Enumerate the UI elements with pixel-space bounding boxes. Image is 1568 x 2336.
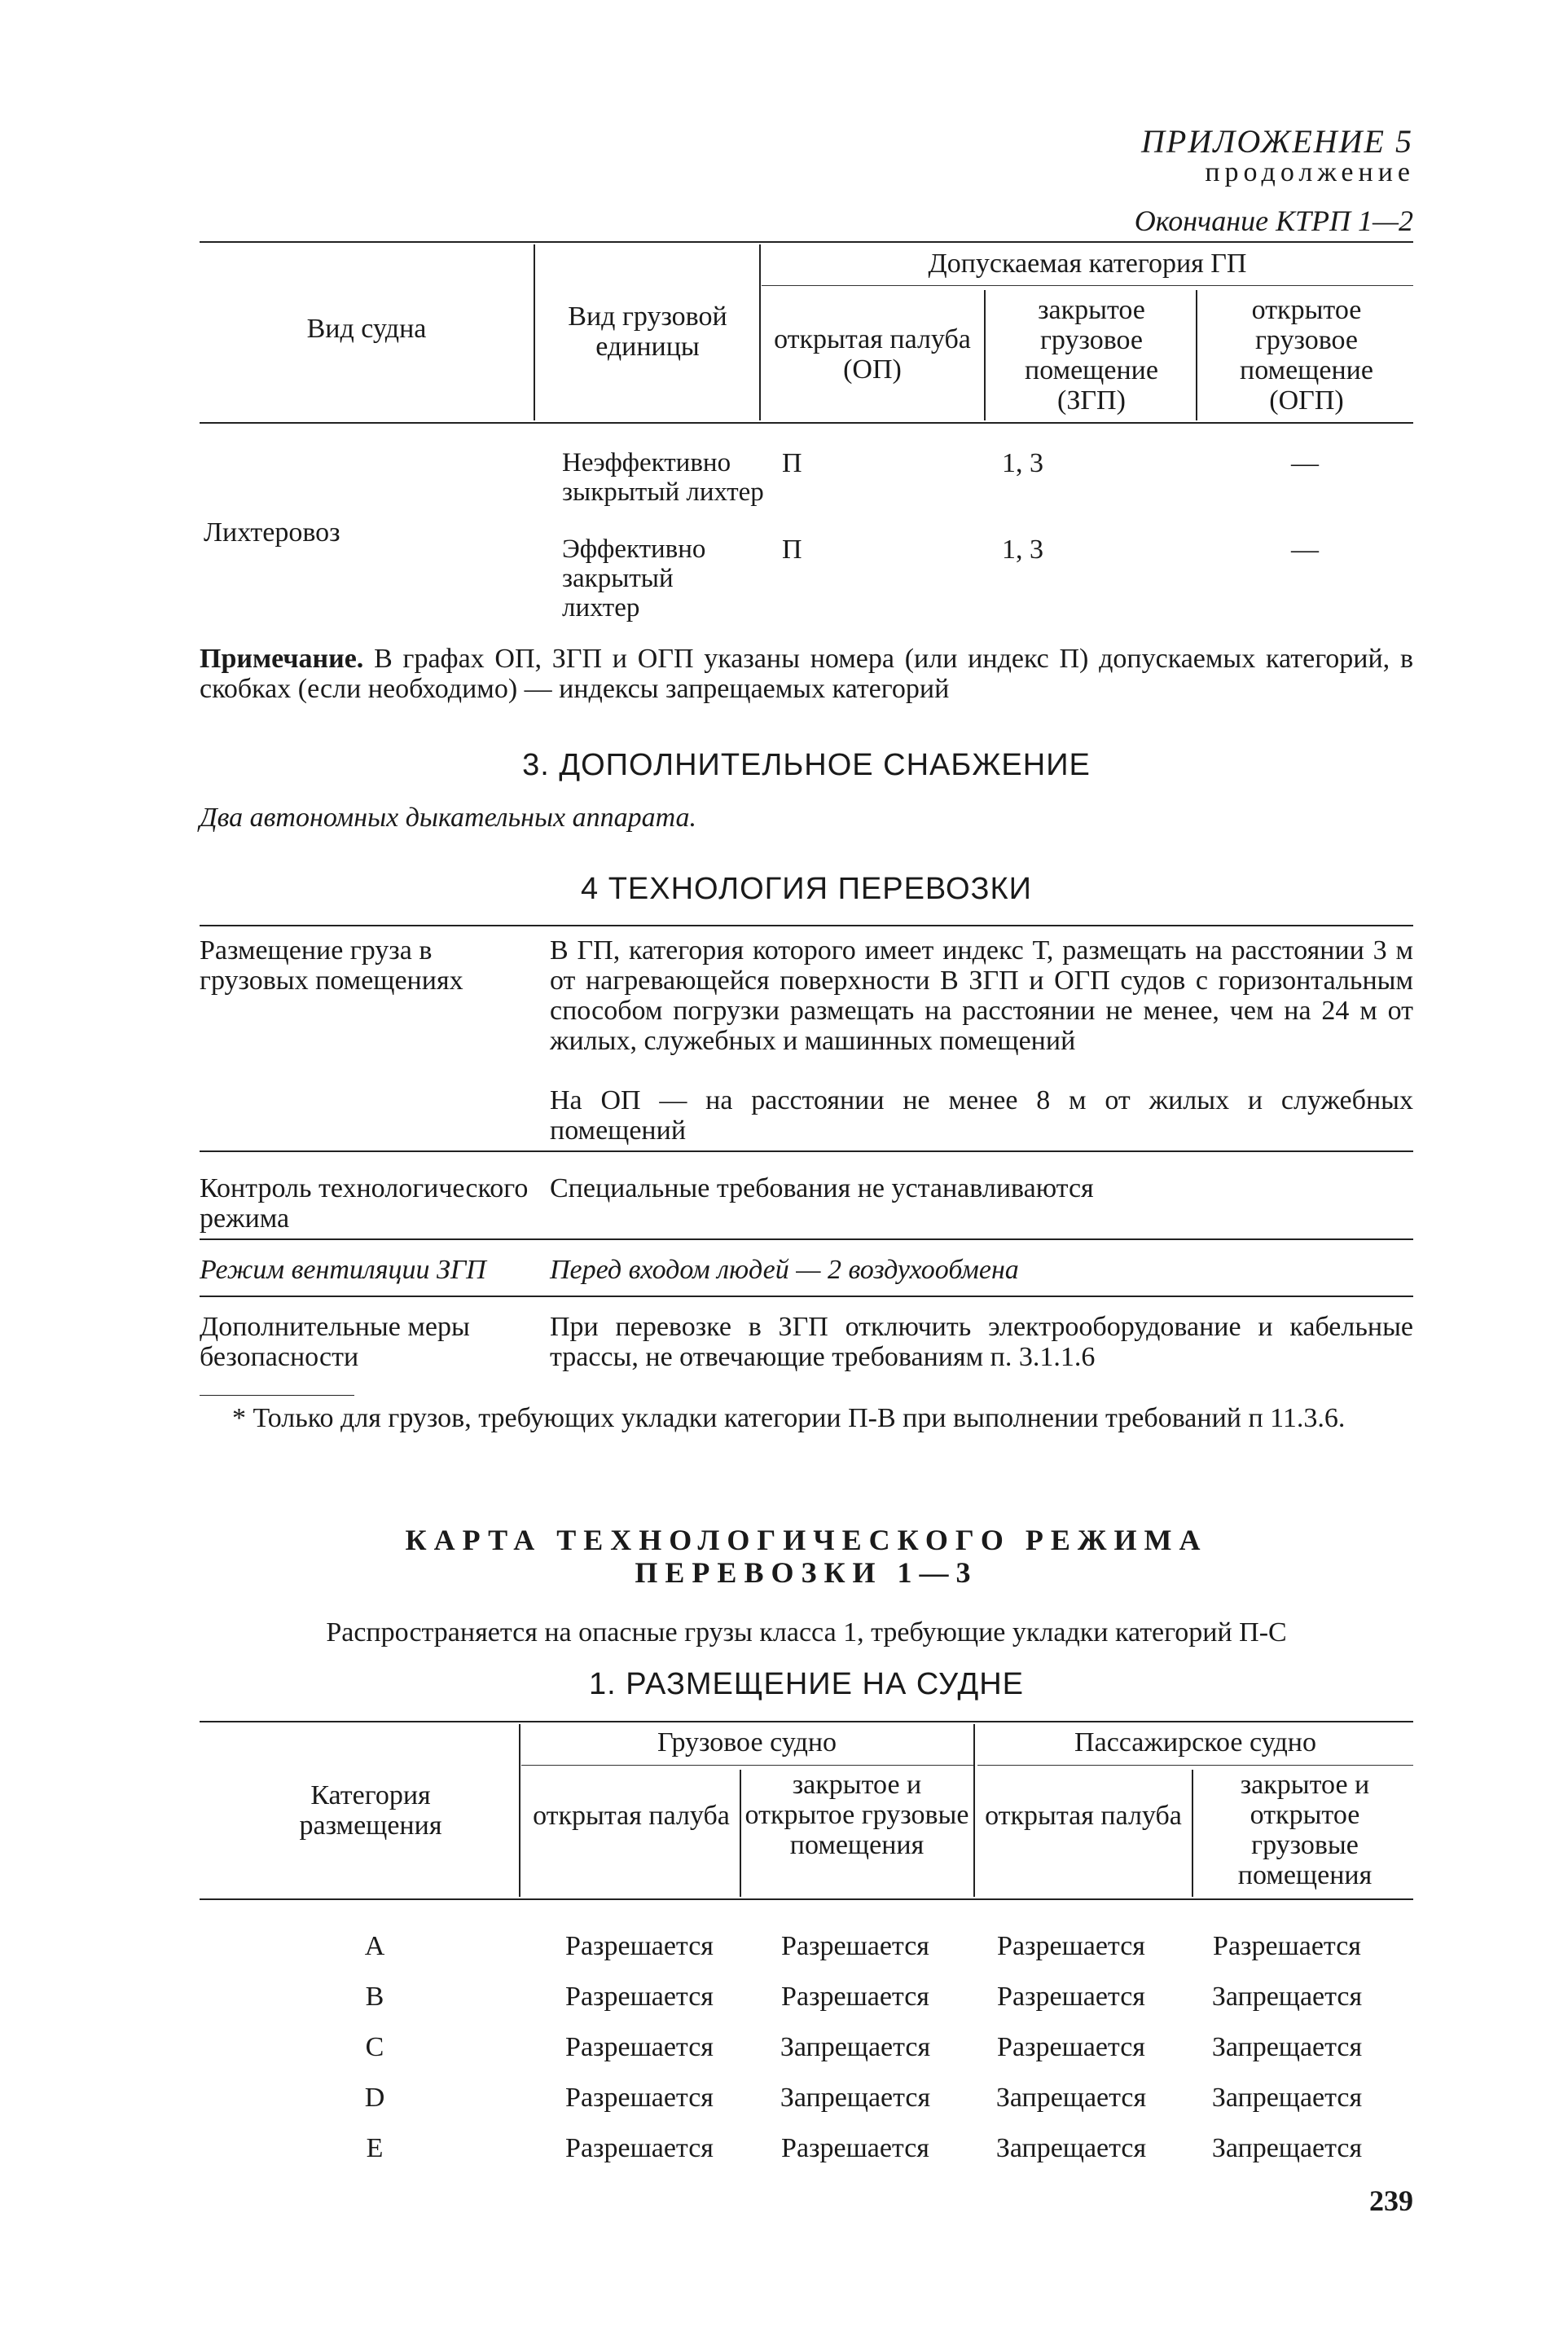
col-zgp-header: закрытое грузовое помещение (ЗГП): [1025, 295, 1158, 416]
category-cell: A: [364, 1931, 385, 1961]
appendix-title: ПРИЛОЖЕНИЕ 5: [1141, 123, 1413, 160]
cell: Разрешается: [565, 1931, 714, 1961]
cell: Разрешается: [565, 2133, 714, 2163]
row-label-ventilation: Режим вентиляции ЗГП: [200, 1255, 486, 1285]
col-cargo-open-deck: открытая палуба: [533, 1801, 730, 1831]
cell: Запрещается: [780, 2032, 931, 2062]
category-cell: D: [364, 2083, 385, 2113]
card-title-line-2: ПЕРЕВОЗКИ 1—3: [635, 1556, 978, 1589]
row-text-process-control: Специальные требования не устанавливаются: [550, 1173, 1094, 1203]
table-row-unit: Неэффективно зыкрытый лихтер: [562, 448, 764, 507]
col-cargo-closed-spaces: закрытое и открытое грузовые помещения: [744, 1770, 969, 1860]
category-cell: C: [365, 2032, 384, 2062]
cell: Разрешается: [781, 2133, 929, 2163]
row-label-process-control: Контроль технологического режима: [200, 1173, 529, 1234]
card-section-1-title: 1. РАЗМЕЩЕНИЕ НА СУДНЕ: [588, 1667, 1025, 1701]
note-label: Примечание.: [200, 644, 364, 674]
cell: Разрешается: [997, 1931, 1145, 1961]
row-text-safety: При перевозке в ЗГП отключить электрооборудование и кабельные трассы, не отвечающие требованиям п. 3.1.1.6: [550, 1312, 1413, 1372]
table-row-zgp: 1, 3: [1002, 535, 1043, 565]
group-passenger-ship: Пассажирское судно: [1074, 1727, 1316, 1757]
row-text-cargo-placement: В ГП, категория которого имеет индекс Т, размещать на расстоянии 3 м от нагревающейся поверхности В ЗГП и ОГП судов с горизонтальным способом погрузки размещать на расстоянии не менее, чем на 24 м от жилых, служебных и машинных помещений: [550, 935, 1413, 1056]
cell: Разрешается: [781, 1982, 929, 2012]
col-category-header: Категория размещения: [299, 1780, 442, 1841]
table-row-op: П: [782, 448, 802, 478]
cell: Запрещается: [1211, 2133, 1363, 2163]
category-cell: E: [366, 2133, 384, 2163]
table-row-zgp: 1, 3: [1002, 448, 1043, 478]
table-row-ogp: —: [1291, 448, 1319, 478]
cell: Разрешается: [997, 2032, 1145, 2062]
row-text-ventilation: Перед входом людей — 2 воздухообмена: [550, 1255, 1019, 1285]
cell: Разрешается: [565, 2083, 714, 2113]
col-op-header: открытая палуба (ОП): [774, 324, 971, 385]
cell: Запрещается: [1211, 2032, 1363, 2062]
note-text: В графах ОП, ЗГП и ОГП указаны номера (или индекс П) допускаемых категорий, в скобках (если необходимо) — индексы запрещаемых категорий: [200, 644, 1413, 704]
row-label-safety: Дополнительные меры безопасности: [200, 1312, 470, 1372]
cell: Разрешается: [1213, 1931, 1361, 1961]
cell: Разрешается: [565, 2032, 714, 2062]
page-number: 239: [1369, 2184, 1413, 2217]
section-4-title: 4 ТЕХНОЛОГИЯ ПЕРЕВОЗКИ: [581, 872, 1032, 906]
card-title: [200, 1524, 1413, 1589]
footnote: * Только для грузов, требующих укладки категории П-В при выполнении требований п 11.3.6.: [232, 1403, 1346, 1433]
group-cargo-ship: Грузовое судно: [657, 1727, 837, 1757]
continuation-label: продолжение: [1205, 157, 1415, 187]
col-vessel-header: Вид судна: [306, 314, 427, 344]
cell: Разрешается: [997, 1982, 1145, 2012]
category-cell: B: [365, 1982, 384, 2012]
table-row-unit: Эффективно закрытый лихтер: [562, 535, 706, 622]
vessel-cell: Лихтеровоз: [204, 517, 340, 548]
table-row-op: П: [782, 535, 802, 565]
row-text-open-deck: На ОП — на расстоянии не менее 8 м от жилых и служебных помещений: [550, 1085, 1413, 1146]
cell: Запрещается: [780, 2083, 931, 2113]
section-3-text: Два автономных дыкательных аппарата.: [200, 803, 697, 833]
table-note: [200, 644, 1413, 704]
cell: Запрещается: [1211, 2083, 1363, 2113]
section-3-title: 3. ДОПОЛНИТЕЛЬНОЕ СНАБЖЕНИЕ: [522, 748, 1091, 782]
cell: Запрещается: [995, 2083, 1147, 2113]
cell: Запрещается: [995, 2133, 1147, 2163]
cell: Разрешается: [565, 1982, 714, 2012]
table-row-ogp: —: [1291, 535, 1319, 565]
group-header-allowed-category: Допускаемая категория ГП: [928, 249, 1247, 279]
col-passenger-closed-spaces: закрытое и открытое грузовые помещения: [1237, 1770, 1373, 1890]
col-unit-header: Вид грузовой единицы: [568, 301, 727, 362]
card-title-line-1: КАРТА ТЕХНОЛОГИЧЕСКОГО РЕЖИМА: [405, 1524, 1208, 1556]
table-end-label: Окончание КТРП 1—2: [1134, 205, 1413, 237]
cell: Разрешается: [781, 1931, 929, 1961]
col-ogp-header: открытое грузовое помещение (ОГП): [1240, 295, 1373, 416]
col-passenger-open-deck: открытая палуба: [985, 1801, 1182, 1831]
card-scope: Распространяется на опасные грузы класса 1, требующие укладки категорий П-С: [326, 1617, 1287, 1648]
cell: Запрещается: [1211, 1982, 1363, 2012]
row-label-cargo-placement: Размещение груза в грузовых помещениях: [200, 935, 463, 996]
